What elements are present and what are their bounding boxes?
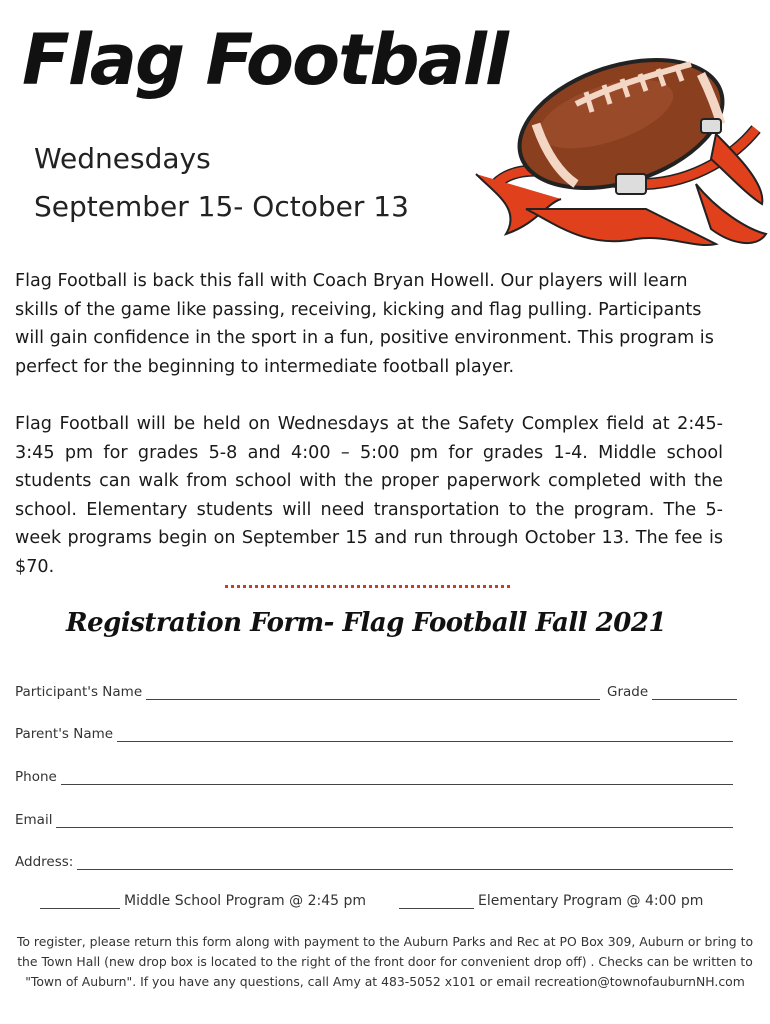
address-field[interactable] xyxy=(15,850,733,870)
registration-title: Registration Form- Flag Football Fall 2021 xyxy=(66,608,667,638)
parent-name-field[interactable] xyxy=(15,722,733,742)
page-title: Flag Football xyxy=(22,19,507,101)
parent-name-label: Parent's Name xyxy=(15,726,114,742)
participant-name-label: Participant's Name xyxy=(15,684,143,700)
grade-label: Grade xyxy=(607,684,649,700)
participant-name-line[interactable] xyxy=(146,685,600,700)
middle-school-option[interactable] xyxy=(40,893,366,909)
details-paragraph: Flag Football will be held on Wednesdays at the Safety Complex field at 2:45-3:45 pm for grades 5-8 and 4:00 – 5:00 pm for grades 1-4. Middle school students can walk from school with the proper paperwork completed with the school. Elementary students will need transportation to the program. The 5-week programs begin on September 15 and run through October 13. The fee is $70. xyxy=(15,414,723,577)
phone-field[interactable] xyxy=(15,765,733,785)
email-field[interactable] xyxy=(15,808,733,828)
address-label: Address: xyxy=(15,854,74,870)
dotted-divider xyxy=(225,585,510,588)
participant-name-field[interactable] xyxy=(15,680,600,700)
intro-paragraph: Flag Football is back this fall with Coach Bryan Howell. Our players will learn skills of the game like passing, receiving, kicking and flag pulling. Participants will gain confidence in the sport in a fun, positive environment. This program is perfect for the beginning to intermediate football player. xyxy=(15,271,714,377)
elementary-option-label: Elementary Program @ 4:00 pm xyxy=(478,893,704,909)
schedule-dates: September 15- October 13 xyxy=(34,190,409,223)
elementary-check-line[interactable] xyxy=(399,894,474,909)
football-with-flag-belt-icon xyxy=(466,34,770,258)
middle-school-option-label: Middle School Program @ 2:45 pm xyxy=(124,893,367,909)
email-label: Email xyxy=(15,812,53,828)
elementary-option[interactable] xyxy=(399,893,703,909)
registration-instructions: To register, please return this form along with payment to the Auburn Parks and Rec at PO Box 309, Auburn or bring to the Town Hall (new drop box is located to the right of the front door for convenient drop off) . Checks can be written to "Town of Auburn". If you have any questions, call Amy at 483-5052 x101 or email recreation@townofauburnNH.com xyxy=(16,934,754,989)
middle-school-check-line[interactable] xyxy=(40,894,120,909)
address-line[interactable] xyxy=(77,855,733,870)
grade-field[interactable] xyxy=(607,680,737,700)
grade-line[interactable] xyxy=(652,685,737,700)
parent-name-line[interactable] xyxy=(117,727,733,742)
email-line[interactable] xyxy=(56,813,733,828)
schedule-day: Wednesdays xyxy=(34,142,211,175)
phone-line[interactable] xyxy=(61,770,733,785)
phone-label: Phone xyxy=(15,769,57,785)
